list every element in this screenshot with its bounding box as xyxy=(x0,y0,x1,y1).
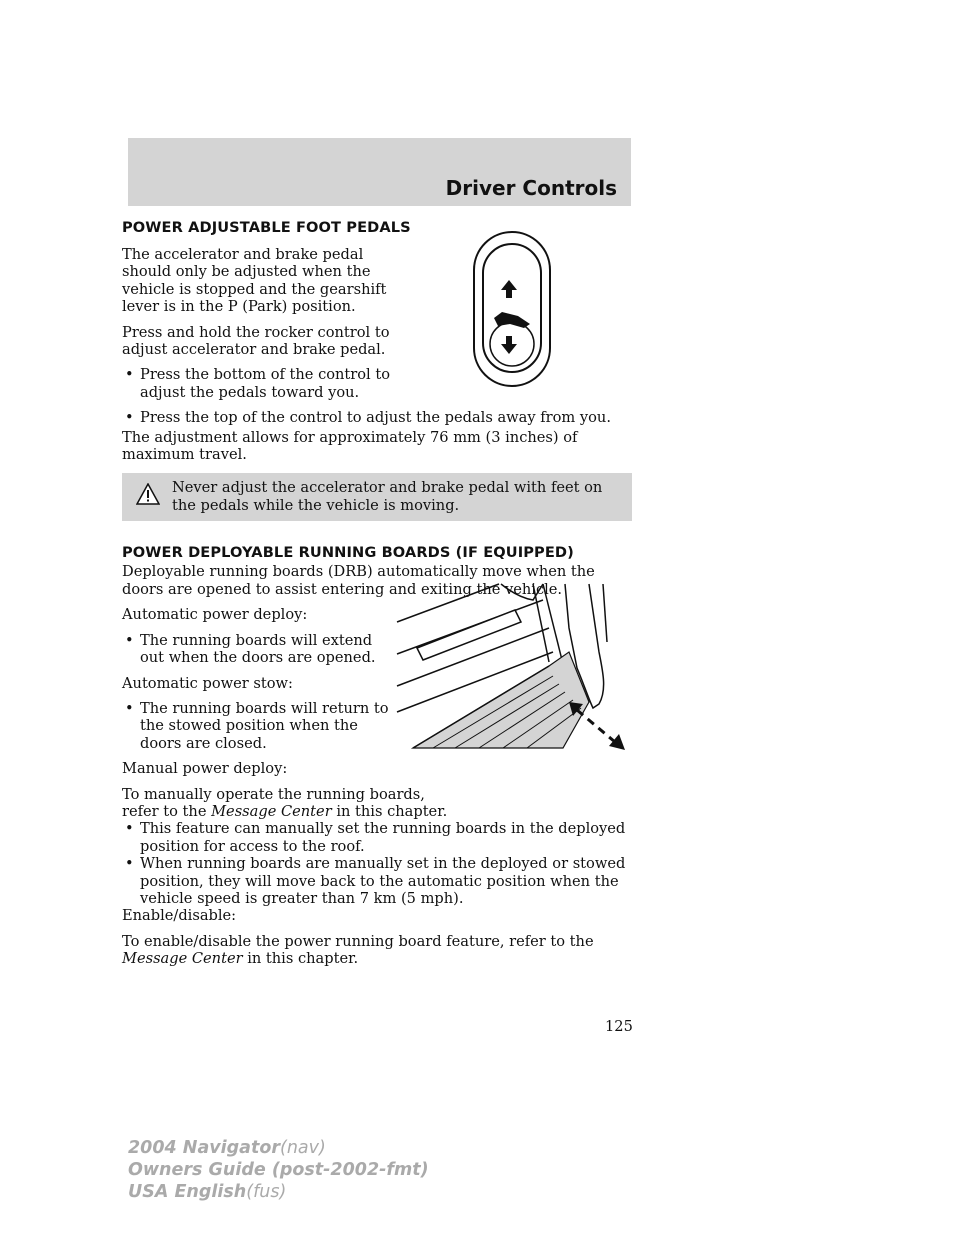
message-center-reference: Message Center xyxy=(211,802,332,820)
paragraph-pedal-adjust-conditions: The accelerator and brake pedal should only be adjusted when the vehicle is stopped and the gearshift lever is in the P (Park) position. xyxy=(122,246,387,316)
warning-box xyxy=(122,473,632,521)
footer-language: USA English xyxy=(128,1182,247,1202)
page-number: 125 xyxy=(605,1018,633,1035)
paragraph-manual-operation xyxy=(122,786,462,821)
footer-line-3 xyxy=(128,1181,429,1203)
bullet-text: The running boards will extend out when the doors are opened. xyxy=(140,631,376,667)
list-item xyxy=(122,855,637,907)
bullet: • xyxy=(125,366,134,384)
footer-guide-name: Owners Guide (post-2002-fmt) xyxy=(128,1160,429,1180)
list-item xyxy=(122,409,637,426)
section-heading-foot-pedals: POWER ADJUSTABLE FOOT PEDALS xyxy=(122,219,411,236)
section-heading-running-boards: POWER DEPLOYABLE RUNNING BOARDS (IF EQUIPPED) xyxy=(122,544,574,562)
list-item xyxy=(122,700,392,752)
bullet-text: The running boards will return to the stowed position when the doors are closed. xyxy=(140,699,389,752)
footer-model-code: (nav) xyxy=(280,1138,326,1158)
list-item xyxy=(122,366,392,401)
chapter-title: Driver Controls xyxy=(445,176,617,200)
paragraph-rocker-control: Press and hold the rocker control to adjust accelerator and brake pedal. xyxy=(122,323,390,359)
footer-language-code: (fus) xyxy=(246,1182,287,1202)
bullet-text: Press the top of the control to adjust the pedals away from you. xyxy=(140,409,611,427)
bullet-text: When running boards are manually set in the deployed or stowed position, they will move back to the automatic position when the vehicle speed is greater than 7 km (5 mph). xyxy=(140,855,626,907)
footer-line-2 xyxy=(128,1159,429,1181)
paragraph-enable-disable xyxy=(122,933,637,968)
warning-text: Never adjust the accelerator and brake pedal with feet on the pedals while the vehicle is moving. xyxy=(172,479,603,514)
text: To enable/disable the power running board feature, refer to the xyxy=(122,932,594,950)
chapter-header-band xyxy=(128,138,631,206)
warning-triangle-icon xyxy=(136,483,160,505)
paragraph-drb-intro: Deployable running boards (DRB) automatically move when the doors are opened to assist entering and exiting the vehicle. xyxy=(122,563,595,598)
bullet: • xyxy=(125,409,134,427)
footer-model: 2004 Navigator xyxy=(128,1138,281,1158)
message-center-reference: Message Center xyxy=(122,950,243,968)
footer-line-1 xyxy=(128,1137,429,1159)
text: To manually operate the running boards, refer to the xyxy=(122,785,425,820)
text: in this chapter. xyxy=(247,950,359,968)
label-automatic-stow: Automatic power stow: xyxy=(122,674,293,692)
bullet: • xyxy=(125,855,134,873)
bullet-text: This feature can manually set the running boards in the deployed position for access to the roof. xyxy=(140,820,626,855)
list-item xyxy=(122,632,392,667)
document-footer xyxy=(128,1137,429,1203)
bullet-text: Press the bottom of the control to adjust the pedals toward you. xyxy=(140,366,391,401)
page-content xyxy=(122,218,637,968)
bullet: • xyxy=(125,699,134,717)
label-manual-deploy: Manual power deploy: xyxy=(122,760,288,778)
list-item xyxy=(122,820,637,855)
bullet: • xyxy=(125,820,134,838)
text: in this chapter. xyxy=(336,802,448,820)
paragraph-max-travel: The adjustment allows for approximately 76 mm (3 inches) of maximum travel. xyxy=(122,428,578,464)
bullet: • xyxy=(125,631,134,649)
label-enable-disable: Enable/disable: xyxy=(122,907,237,925)
label-automatic-deploy: Automatic power deploy: xyxy=(122,606,308,624)
